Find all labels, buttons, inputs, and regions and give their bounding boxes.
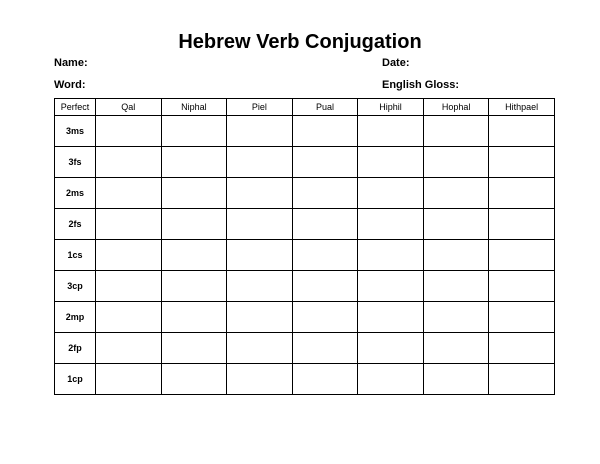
table-row: [55, 302, 555, 333]
stem-header-niphal: Niphal: [161, 99, 227, 116]
answer-cell[interactable]: [423, 240, 489, 271]
answer-cell[interactable]: [96, 364, 162, 395]
stem-header-hithpael: Hithpael: [489, 99, 555, 116]
person-label: 2ms: [55, 178, 96, 209]
table-row: [55, 147, 555, 178]
stem-header-hophal: Hophal: [423, 99, 489, 116]
worksheet-title: Hebrew Verb Conjugation: [178, 31, 422, 53]
person-label: 3ms: [55, 116, 96, 147]
answer-cell[interactable]: [423, 364, 489, 395]
answer-cell[interactable]: [358, 178, 424, 209]
answer-cell[interactable]: [227, 271, 293, 302]
answer-cell[interactable]: [161, 240, 227, 271]
answer-cell[interactable]: [358, 240, 424, 271]
answer-cell[interactable]: [358, 271, 424, 302]
answer-cell[interactable]: [358, 302, 424, 333]
answer-cell[interactable]: [489, 271, 555, 302]
answer-cell[interactable]: [489, 240, 555, 271]
answer-cell[interactable]: [423, 178, 489, 209]
answer-cell[interactable]: [161, 178, 227, 209]
answer-cell[interactable]: [292, 302, 358, 333]
answer-cell[interactable]: [489, 333, 555, 364]
answer-cell[interactable]: [161, 302, 227, 333]
answer-cell[interactable]: [292, 271, 358, 302]
stem-header-hiphil: Hiphil: [358, 99, 424, 116]
answer-cell[interactable]: [358, 333, 424, 364]
answer-cell[interactable]: [358, 147, 424, 178]
answer-cell[interactable]: [423, 116, 489, 147]
answer-cell[interactable]: [489, 364, 555, 395]
date-label: Date:: [382, 57, 410, 69]
answer-cell[interactable]: [227, 209, 293, 240]
answer-cell[interactable]: [423, 333, 489, 364]
answer-cell[interactable]: [489, 178, 555, 209]
person-label: 2fp: [55, 333, 96, 364]
answer-cell[interactable]: [96, 271, 162, 302]
answer-cell[interactable]: [292, 178, 358, 209]
english-gloss-label: English Gloss:: [382, 79, 460, 91]
answer-cell[interactable]: [96, 147, 162, 178]
word-label: Word:: [54, 79, 86, 91]
conjugation-table: [54, 98, 555, 395]
stem-header-pual: Pual: [292, 99, 358, 116]
person-label: 2mp: [55, 302, 96, 333]
table-row: [55, 209, 555, 240]
table-row: [55, 240, 555, 271]
answer-cell[interactable]: [96, 240, 162, 271]
answer-cell[interactable]: [292, 240, 358, 271]
answer-cell[interactable]: [358, 364, 424, 395]
answer-cell[interactable]: [227, 178, 293, 209]
stem-header-piel: Piel: [227, 99, 293, 116]
table-row: [55, 178, 555, 209]
answer-cell[interactable]: [96, 302, 162, 333]
answer-cell[interactable]: [423, 271, 489, 302]
answer-cell[interactable]: [292, 209, 358, 240]
answer-cell[interactable]: [227, 240, 293, 271]
answer-cell[interactable]: [96, 333, 162, 364]
answer-cell[interactable]: [292, 333, 358, 364]
table-row: [55, 333, 555, 364]
answer-cell[interactable]: [489, 302, 555, 333]
answer-cell[interactable]: [489, 116, 555, 147]
person-label: 3fs: [55, 147, 96, 178]
answer-cell[interactable]: [489, 147, 555, 178]
answer-cell[interactable]: [227, 116, 293, 147]
person-label: 2fs: [55, 209, 96, 240]
answer-cell[interactable]: [423, 209, 489, 240]
answer-cell[interactable]: [358, 116, 424, 147]
answer-cell[interactable]: [96, 178, 162, 209]
answer-cell[interactable]: [227, 302, 293, 333]
answer-cell[interactable]: [96, 116, 162, 147]
answer-cell[interactable]: [161, 333, 227, 364]
answer-cell[interactable]: [227, 147, 293, 178]
name-label: Name:: [54, 57, 88, 69]
header-row: [55, 99, 555, 116]
answer-cell[interactable]: [227, 333, 293, 364]
person-label: 3cp: [55, 271, 96, 302]
answer-cell[interactable]: [292, 364, 358, 395]
answer-cell[interactable]: [358, 209, 424, 240]
answer-cell[interactable]: [227, 364, 293, 395]
answer-cell[interactable]: [161, 209, 227, 240]
table-row: [55, 364, 555, 395]
corner-header: Perfect: [55, 99, 96, 116]
answer-cell[interactable]: [161, 364, 227, 395]
answer-cell[interactable]: [161, 147, 227, 178]
stem-header-qal: Qal: [96, 99, 162, 116]
table-row: [55, 116, 555, 147]
table-row: [55, 271, 555, 302]
person-label: 1cp: [55, 364, 96, 395]
answer-cell[interactable]: [161, 271, 227, 302]
answer-cell[interactable]: [489, 209, 555, 240]
answer-cell[interactable]: [423, 147, 489, 178]
answer-cell[interactable]: [292, 116, 358, 147]
answer-cell[interactable]: [423, 302, 489, 333]
answer-cell[interactable]: [96, 209, 162, 240]
answer-cell[interactable]: [292, 147, 358, 178]
person-label: 1cs: [55, 240, 96, 271]
answer-cell[interactable]: [161, 116, 227, 147]
